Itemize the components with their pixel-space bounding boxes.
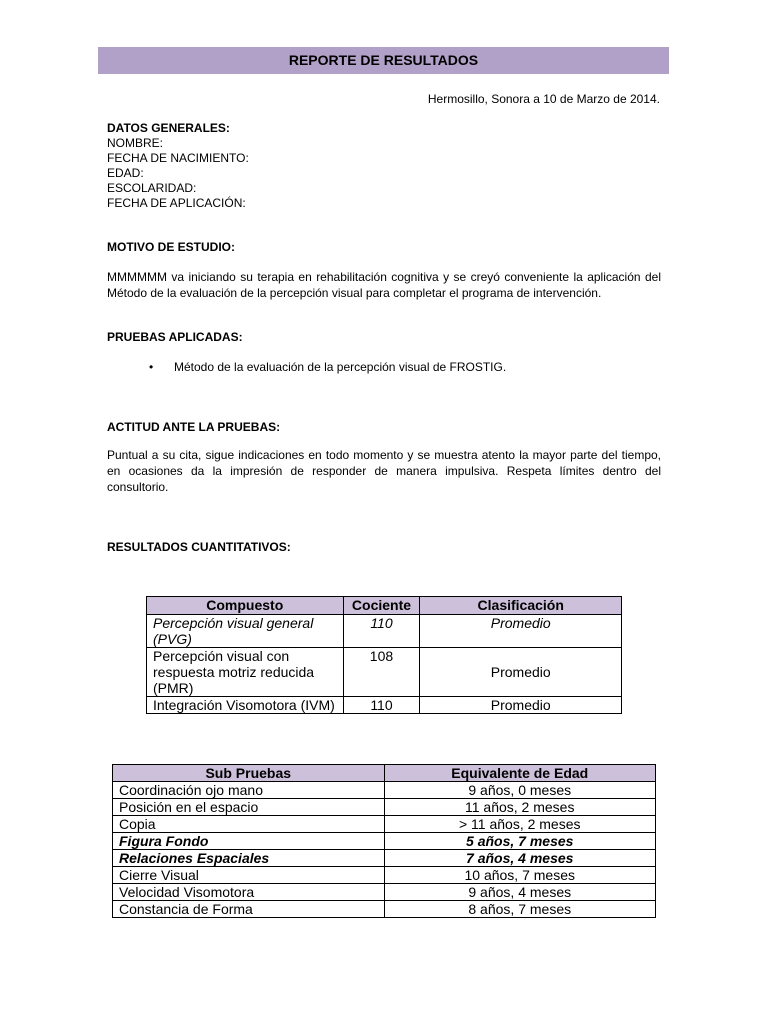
cell-edad: > 11 años, 2 meses bbox=[384, 816, 656, 833]
cell-subprueba: Velocidad Visomotora bbox=[113, 884, 385, 901]
table-row bbox=[113, 867, 656, 884]
cell-compuesto: Percepción visual con respuesta motriz reducida (PMR) bbox=[147, 648, 344, 697]
cell-subprueba: Figura Fondo bbox=[113, 833, 385, 850]
cell-subprueba: Cierre Visual bbox=[113, 867, 385, 884]
cell-subprueba: Constancia de Forma bbox=[113, 901, 385, 918]
cell-edad: 9 años, 4 meses bbox=[384, 884, 656, 901]
table-row bbox=[113, 884, 656, 901]
place-date: Hermosillo, Sonora a 10 de Marzo de 2014. bbox=[427, 92, 660, 106]
cell-edad: 7 años, 4 meses bbox=[384, 850, 656, 867]
header-clasificacion: Clasificación bbox=[420, 597, 622, 615]
field-fecha-nacimiento: FECHA DE NACIMIENTO: bbox=[107, 151, 249, 165]
cell-subprueba: Coordinación ojo mano bbox=[113, 782, 385, 799]
table-row bbox=[147, 648, 622, 697]
actitud-heading: ACTITUD ANTE LA PRUEBAS: bbox=[107, 420, 281, 434]
cell-edad: 11 años, 2 meses bbox=[384, 799, 656, 816]
table-row bbox=[113, 782, 656, 799]
cell-clasificacion: Promedio bbox=[420, 697, 622, 714]
table-row bbox=[147, 615, 622, 648]
cell-subprueba: Copia bbox=[113, 816, 385, 833]
cell-edad: 9 años, 0 meses bbox=[384, 782, 656, 799]
header-compuesto: Compuesto bbox=[147, 597, 344, 615]
table-row bbox=[113, 850, 656, 867]
cell-edad: 8 años, 7 meses bbox=[384, 901, 656, 918]
field-nombre: NOMBRE: bbox=[107, 136, 164, 150]
cell-cociente: 110 bbox=[343, 615, 420, 648]
table-row bbox=[113, 799, 656, 816]
header-cociente: Cociente bbox=[343, 597, 420, 615]
table-row bbox=[113, 833, 656, 850]
header-equivalente-edad: Equivalente de Edad bbox=[384, 765, 656, 782]
prueba-item: Método de la evaluación de la percepción visual de FROSTIG. bbox=[174, 360, 507, 374]
cell-subprueba: Relaciones Espaciales bbox=[113, 850, 385, 867]
composite-table bbox=[146, 596, 622, 714]
table-row bbox=[113, 901, 656, 918]
table-header-row bbox=[113, 765, 656, 782]
header-sub-pruebas: Sub Pruebas bbox=[113, 765, 385, 782]
actitud-text: Puntual a su cita, sigue indicaciones en todo momento y se muestra atento la mayor parte del tiempo, en ocasiones da la impresión de responder de manera impulsiva. Respeta límites dentro del consultorio. bbox=[107, 448, 661, 494]
motivo-heading: MOTIVO DE ESTUDIO: bbox=[107, 240, 236, 254]
subtests-table bbox=[112, 764, 656, 918]
cell-cociente: 110 bbox=[343, 697, 420, 714]
report-title: REPORTE DE RESULTADOS bbox=[98, 47, 669, 74]
cell-edad: 5 años, 7 meses bbox=[384, 833, 656, 850]
general-data-section bbox=[107, 121, 249, 211]
cell-clasificacion: Promedio bbox=[420, 615, 622, 648]
resultados-heading: RESULTADOS CUANTITATIVOS: bbox=[107, 540, 291, 554]
cell-compuesto: Integración Visomotora (IVM) bbox=[147, 697, 344, 714]
field-escolaridad: ESCOLARIDAD: bbox=[107, 181, 197, 195]
bullet-icon: • bbox=[149, 360, 154, 374]
cell-compuesto: Percepción visual general (PVG) bbox=[147, 615, 344, 648]
field-edad: EDAD: bbox=[107, 166, 144, 180]
cell-subprueba: Posición en el espacio bbox=[113, 799, 385, 816]
cell-cociente: 108 bbox=[343, 648, 420, 697]
general-data-heading: DATOS GENERALES: bbox=[107, 121, 230, 135]
field-fecha-aplicacion: FECHA DE APLICACIÓN: bbox=[107, 196, 246, 210]
table-header-row bbox=[147, 597, 622, 615]
pruebas-heading: PRUEBAS APLICADAS: bbox=[107, 330, 243, 344]
motivo-text: MMMMMM va iniciando su terapia en rehabilitación cognitiva y se creyó conveniente la aplicación del Método de la evaluación de la percepción visual para completar el programa de intervención. bbox=[107, 270, 661, 300]
table-row bbox=[113, 816, 656, 833]
cell-clasificacion: Promedio bbox=[420, 648, 622, 697]
table-row bbox=[147, 697, 622, 714]
cell-edad: 10 años, 7 meses bbox=[384, 867, 656, 884]
